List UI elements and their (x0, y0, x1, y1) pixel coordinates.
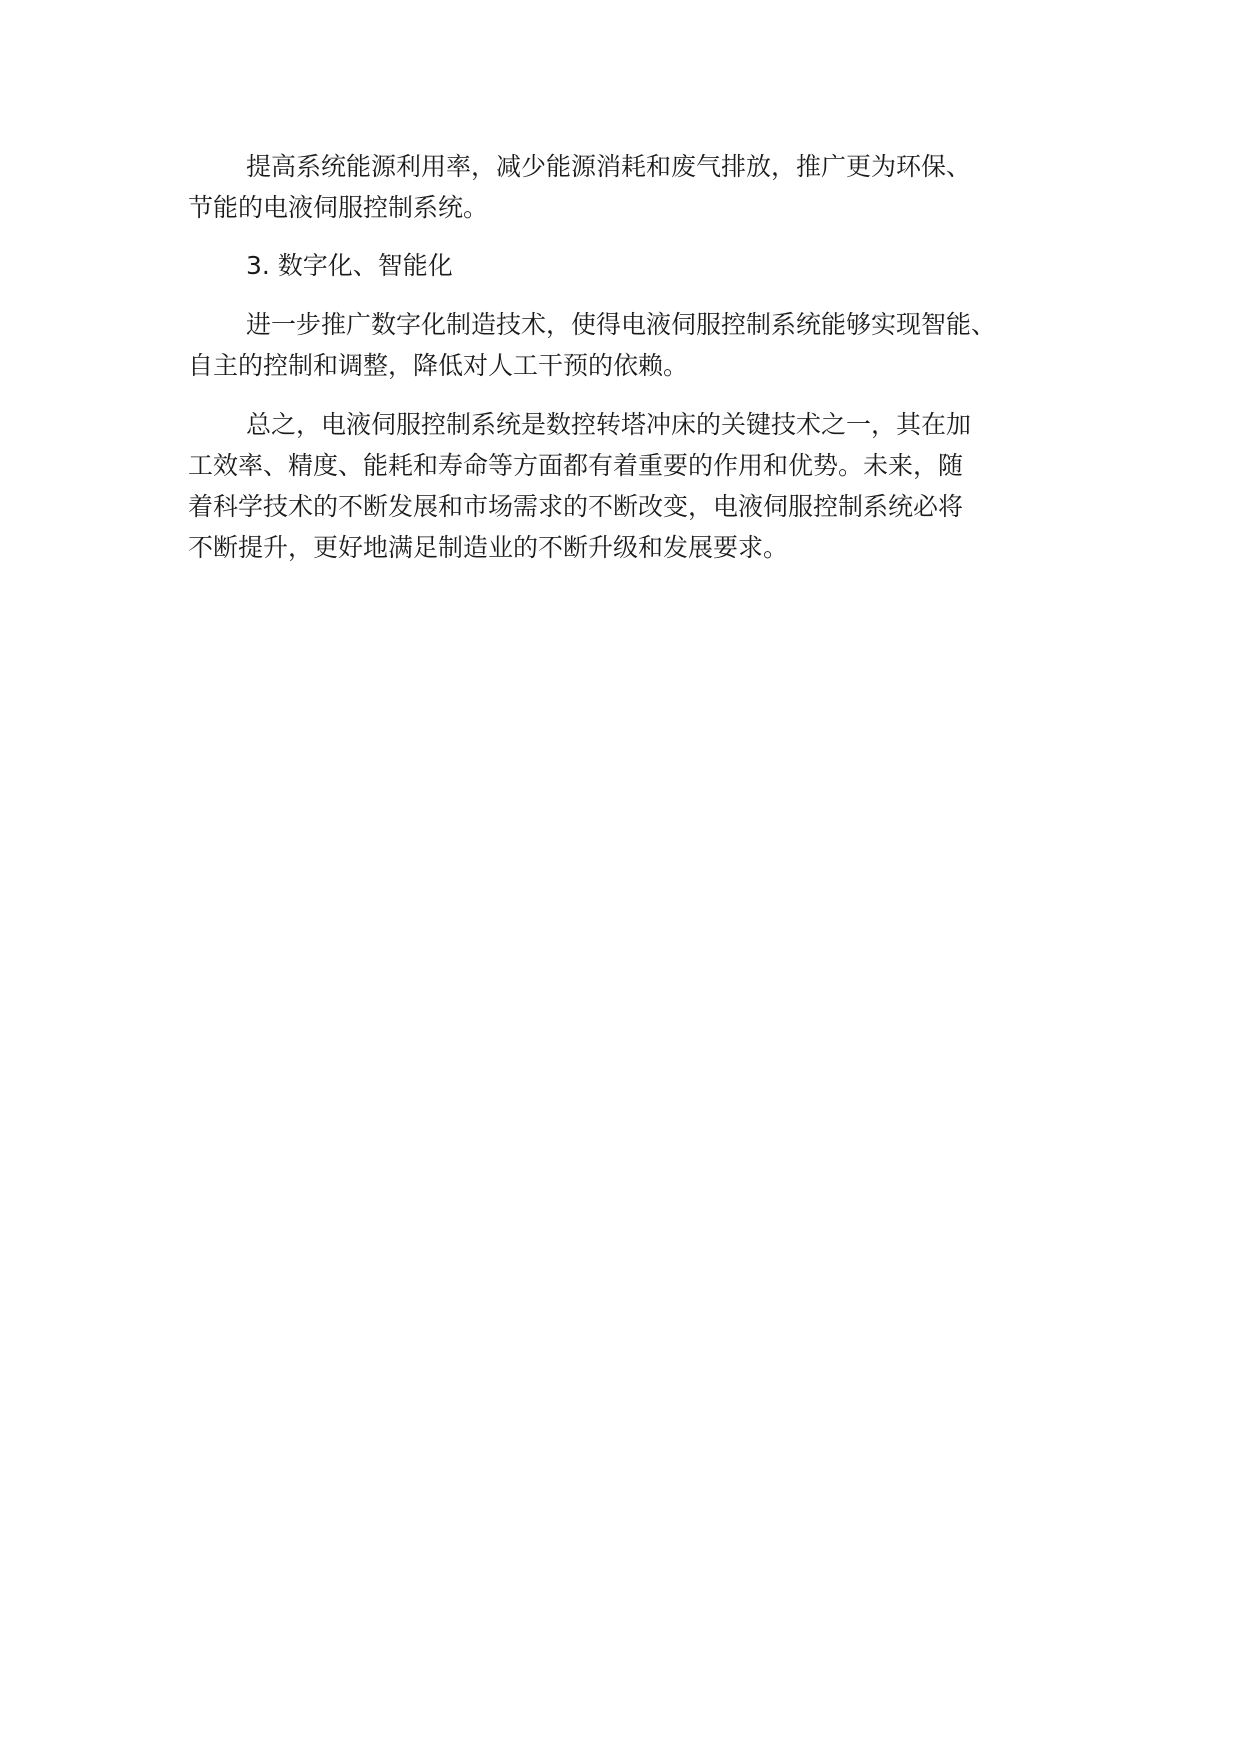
paragraph-line: 进一步推广数字化制造技术，使得电液伺服控制系统能够实现智能、 (246, 310, 997, 339)
paragraph-line: 着科学技术的不断发展和市场需求的不断改变，电液伺服控制系统必将 (188, 492, 964, 521)
paragraph-line: 工效率、精度、能耗和寿命等方面都有着重要的作用和优势。未来，随 (188, 451, 964, 480)
paragraph-line: 自主的控制和调整，降低对人工干预的依赖。 (188, 351, 689, 380)
paragraph-line: 节能的电液伺服控制系统。 (188, 193, 489, 222)
section-heading: 3. 数字化、智能化 (246, 251, 453, 280)
paragraph-line: 不断提升，更好地满足制造业的不断升级和发展要求。 (188, 533, 789, 562)
paragraph-line: 总之，电液伺服控制系统是数控转塔冲床的关键技术之一，其在加 (246, 410, 972, 439)
paragraph-line: 提高系统能源利用率，减少能源消耗和废气排放，推广更为环保、 (246, 152, 972, 181)
